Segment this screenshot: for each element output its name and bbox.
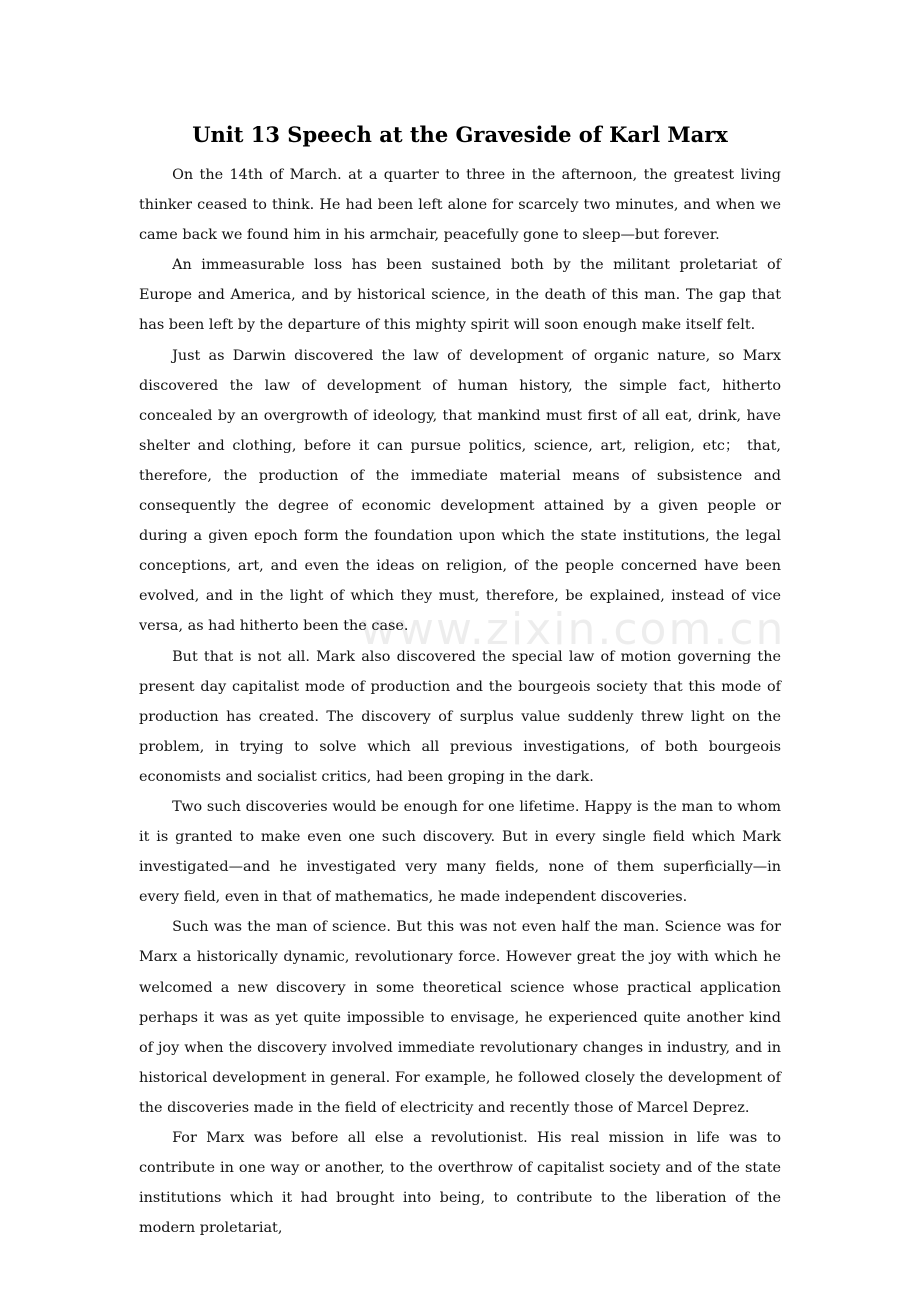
paragraph-3: Just as Darwin discovered the law of development of organic nature, so Marx discovered the law of development of human history, the simple fact, hitherto concealed by an overgrowth of ideology, that mankind must first of all eat, drink, have shelter and clothing, before it can pursue politics, science, art, religion, etc； that, therefore, the production of the immediate material means of subsistence and consequently the degree of economic development attained by a given people or during a given epoch form the foundation upon which the state institutions, the legal conceptions, art, and even the ideas on religion, of the people concerned have been evolved, and in the light of which they must, therefore, be explained, instead of vice versa, as had hitherto been the case. xyxy=(139,347,781,635)
paragraph-2: An immeasurable loss has been sustained both by the militant proletariat of Europe and America, and by historical science, in the death of this man. The gap that has been left by the departure of this mighty spirit will soon enough make itself felt. xyxy=(139,257,781,334)
paragraph-7: For Marx was before all else a revolutionist. His real mission in life was to contribute in one way or another, to the overthrow of capitalist society and of the state institutions which it had brought into being, to contribute to the liberation of the modern proletariat, xyxy=(139,1130,781,1237)
document-body xyxy=(139,160,781,1243)
paragraph-6: Such was the man of science. But this was not even half the man. Science was for Marx a historically dynamic, revolutionary force. However great the joy with which he welcomed a new discovery in some theoretical science whose practical application perhaps it was as yet quite impossible to envisage, he experienced quite another kind of joy when the discovery involved immediate revolutionary changes in industry, and in historical development in general. For example, he followed closely the development of the discoveries made in the field of electricity and recently those of Marcel Deprez. xyxy=(139,919,781,1116)
page-title: Unit 13 Speech at the Graveside of Karl Marx xyxy=(192,122,728,147)
paragraph-5: Two such discoveries would be enough for one lifetime. Happy is the man to whom it is granted to make even one such discovery. But in every single field which Mark investigated—and he investigated very many fields, none of them superficially—in every field, even in that of mathematics, he made independent discoveries. xyxy=(139,798,781,906)
paragraph-1: On the 14th of March. at a quarter to three in the afternoon, the greatest living thinker ceased to think. He had been left alone for scarcely two minutes, and when we came back we found him in his armchair, peacefully gone to sleep—but forever. xyxy=(139,167,781,244)
watermark: www.zixin.com.cn xyxy=(360,604,786,655)
paragraph-4: But that is not all. Mark also discovered the special law of motion governing the present day capitalist mode of production and the bourgeois society that this mode of production has created. The discovery of surplus value suddenly threw light on the problem, in trying to solve which all previous investigations, of both bourgeois economists and socialist critics, had been groping in the dark. xyxy=(139,648,781,785)
